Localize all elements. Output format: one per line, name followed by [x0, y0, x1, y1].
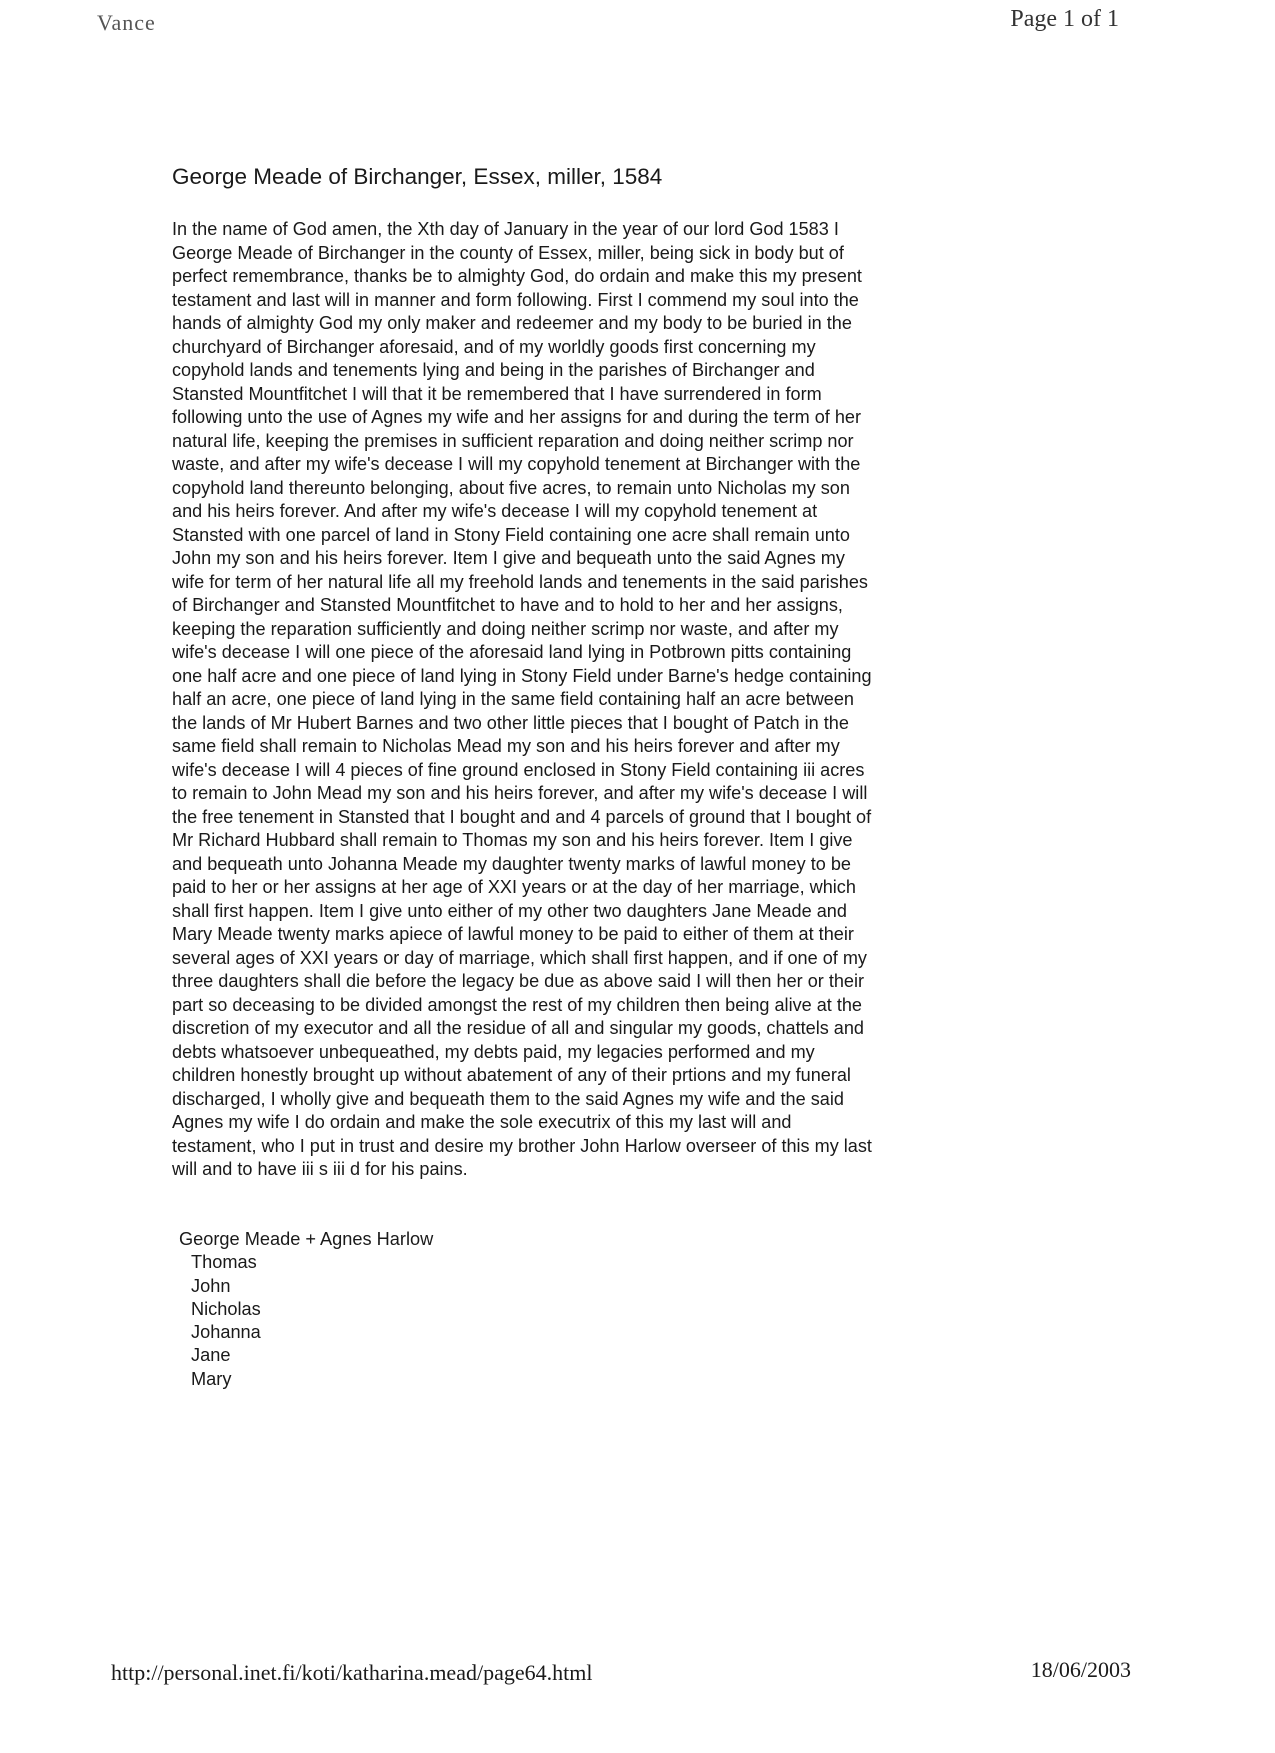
will-text-line: wife's decease I will one piece of the aforesaid land lying in Potbrown pitts containing — [172, 642, 852, 662]
children-list — [179, 1251, 433, 1391]
will-text-line: Agnes my wife I do ordain and make the sole executrix of this my last will and — [172, 1112, 792, 1132]
will-text-line: churchyard of Birchanger aforesaid, and of my worldly goods first concerning my — [172, 336, 816, 357]
will-text-line: the lands of Mr Hubert Barnes and two other little pieces that I bought of Patch in the — [172, 712, 849, 733]
source-url[interactable]: http://personal.inet.fi/koti/katharina.mead/page64.html — [111, 1660, 593, 1685]
child-name: Johanna — [191, 1322, 261, 1343]
will-text-line: shall first happen. Item I give unto either of my other two daughters Jane Meade and — [172, 900, 847, 921]
child-name: Mary — [191, 1368, 232, 1389]
will-text-line: John my son and his heirs forever. Item I give and bequeath unto the said Agnes my — [172, 548, 845, 568]
will-text-line: following unto the use of Agnes my wife and her assigns for and during the term of her — [172, 407, 861, 427]
family-list — [179, 1228, 433, 1391]
will-text-line: the free tenement in Stansted that I bought and and 4 parcels of ground that I bought of — [172, 806, 872, 827]
document-title: George Meade of Birchanger, Essex, miller, 1584 — [172, 164, 663, 189]
will-text-line: perfect remembrance, thanks be to almighty God, do ordain and make this my present — [172, 266, 862, 286]
will-text-line: half an acre, one piece of land lying in the same field containing half an acre between — [172, 689, 854, 709]
will-text-line: wife for term of her natural life all my freehold lands and tenements in the said parishes — [172, 571, 868, 592]
family-parents: George Meade + Agnes Harlow — [179, 1229, 434, 1249]
will-text-line: and his heirs forever. And after my wife's decease I will my copyhold tenement at — [172, 501, 818, 521]
will-text-line: waste, and after my wife's decease I will my copyhold tenement at Birchanger with the — [172, 454, 861, 474]
will-text-line: children honestly brought up without abatement of any of their prtions and my funeral — [172, 1065, 851, 1085]
will-text-line: testament, who I put in trust and desire my brother John Harlow overseer of this my last — [172, 1135, 872, 1156]
child-name: John — [191, 1275, 231, 1296]
will-text-line: one half acre and one piece of land lying in Stony Field under Barne's hedge containing — [172, 665, 872, 686]
will-text-line: debts whatsoever unbequeathed, my debts paid, my legacies performed and my — [172, 1041, 815, 1062]
child-name: Thomas — [191, 1252, 257, 1273]
header-label: Vance — [97, 10, 156, 35]
will-text-line: paid to her or her assigns at her age of XXI years or at the day of her marriage, which — [172, 877, 856, 897]
will-text-line: Mary Meade twenty marks apiece of lawful money to be paid to either of them at their — [172, 924, 854, 944]
will-text-line: Stansted Mountfitchet I will that it be remembered that I have surrendered in form — [172, 383, 822, 404]
page-indicator: Page 1 of 1 — [1010, 6, 1119, 32]
will-text-line: wife's decease I will 4 pieces of fine ground enclosed in Stony Field containing iii acres — [172, 759, 865, 780]
will-text-line: Mr Richard Hubbard shall remain to Thomas my son and his heirs forever. Item I give — [172, 830, 853, 850]
will-text — [172, 218, 872, 1182]
will-text-line: testament and last will in manner and form following. First I commend my soul into the — [172, 289, 859, 310]
will-text-line: and bequeath unto Johanna Meade my daughter twenty marks of lawful money to be — [172, 853, 851, 874]
will-text-line: natural life, keeping the premises in sufficient reparation and doing neither scrimp nor — [172, 430, 854, 451]
will-text-line: George Meade of Birchanger in the county of Essex, miller, being sick in body but of — [172, 242, 844, 263]
will-text-line: discretion of my executor and all the residue of all and singular my goods, chattels and — [172, 1018, 864, 1038]
will-text-line: hands of almighty God my only maker and redeemer and my body to be buried in the — [172, 313, 852, 333]
will-text-line: to remain to John Mead my son and his heirs forever, and after my wife's decease I will — [172, 783, 868, 803]
will-text-line: copyhold land thereunto belonging, about five acres, to remain unto Nicholas my son — [172, 477, 850, 498]
will-text-line: part so deceasing to be divided amongst the rest of my children then being alive at the — [172, 994, 862, 1015]
will-text-line: same field shall remain to Nicholas Mead my son and his heirs forever and after my — [172, 736, 840, 756]
will-text-line: discharged, I wholly give and bequeath them to the said Agnes my wife and the said — [172, 1088, 844, 1109]
will-text-line: In the name of God amen, the Xth day of January in the year of our lord God 1583 I — [172, 219, 839, 239]
print-date: 18/06/2003 — [1030, 1657, 1131, 1682]
child-name: Jane — [191, 1345, 231, 1366]
will-text-line: will and to have iii s iii d for his pains. — [172, 1159, 468, 1179]
will-text-line: keeping the reparation sufficiently and doing neither scrimp nor waste, and after my — [172, 618, 839, 639]
will-text-line: three daughters shall die before the legacy be due as above said I will then her or their — [172, 971, 865, 991]
will-text-line: several ages of XXI years or day of marriage, which shall first happen, and if one of my — [172, 947, 867, 968]
will-text-line: copyhold lands and tenements lying and being in the parishes of Birchanger and — [172, 360, 815, 380]
child-name: Nicholas — [191, 1298, 261, 1319]
will-text-line: of Birchanger and Stansted Mountfitchet to have and to hold to her and her assigns, — [172, 595, 843, 615]
will-text-line: Stansted with one parcel of land in Stony Field containing one acre shall remain unto — [172, 524, 850, 545]
